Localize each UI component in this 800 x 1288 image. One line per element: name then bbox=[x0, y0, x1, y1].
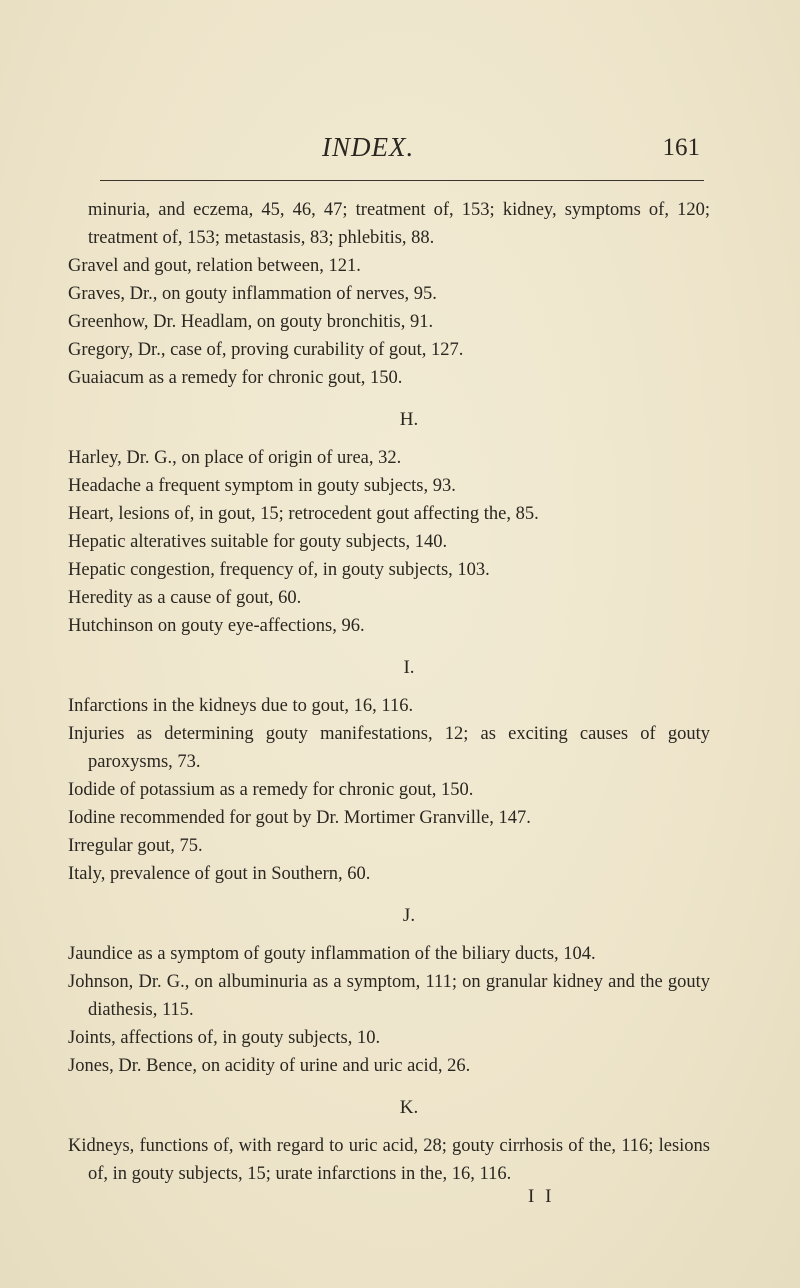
index-entry: Iodine recommended for gout by Dr. Mortimer Granville, 147. bbox=[68, 808, 531, 828]
index-entry: Guaiacum as a remedy for chronic gout, 150. bbox=[68, 368, 403, 388]
index-entry: Injuries as determining gouty manifestations, 12; as exciting causes of gouty paroxysms, 73. bbox=[68, 724, 710, 772]
page-header bbox=[280, 128, 720, 168]
index-entry: Hepatic alteratives suitable for gouty subjects, 140. bbox=[68, 532, 448, 552]
index-entry: Harley, Dr. G., on place of origin of urea, 32. bbox=[68, 448, 402, 468]
index-entry: Jones, Dr. Bence, on acidity of urine and uric acid, 26. bbox=[68, 1056, 471, 1076]
signature-mark: I I bbox=[528, 1186, 555, 1207]
index-entry: Hutchinson on gouty eye-affections, 96. bbox=[68, 616, 365, 636]
index-entry: Kidneys, functions of, with regard to uric acid, 28; gouty cirrhosis of the, 116; lesions of, in gouty subjects, 15; urate infarctions in the, 16, 116. bbox=[68, 1136, 710, 1184]
index-entry: Italy, prevalence of gout in Southern, 60. bbox=[68, 864, 371, 884]
index-entry: Graves, Dr., on gouty inflammation of nerves, 95. bbox=[68, 284, 437, 304]
page-number: 161 bbox=[662, 134, 700, 161]
section-heading-h: H. bbox=[399, 409, 419, 430]
index-entry: Iodide of potassium as a remedy for chronic gout, 150. bbox=[68, 780, 474, 800]
section-heading-i: I. bbox=[403, 657, 415, 678]
index-entry: Gregory, Dr., case of, proving curability of gout, 127. bbox=[68, 340, 464, 360]
index-entry: Joints, affections of, in gouty subjects, 10. bbox=[68, 1028, 381, 1048]
index-entry: Heredity as a cause of gout, 60. bbox=[68, 588, 302, 608]
index-entry: Irregular gout, 75. bbox=[68, 836, 203, 856]
section-heading-j: J. bbox=[402, 905, 416, 926]
index-entry: Infarctions in the kidneys due to gout, 16, 116. bbox=[68, 696, 414, 716]
running-title: INDEX. bbox=[322, 132, 415, 162]
index-entry: Jaundice as a symptom of gouty inflammation of the biliary ducts, 104. bbox=[68, 944, 596, 964]
header-rule bbox=[100, 180, 704, 181]
index-body bbox=[68, 196, 710, 1188]
index-entry: Headache a frequent symptom in gouty subjects, 93. bbox=[68, 476, 456, 496]
continued-entry: minuria, and eczema, 45, 46, 47; treatment of, 153; kidney, symptoms of, 120; treatment of, 153; metastasis, 83; phlebitis, 88. bbox=[88, 200, 710, 248]
section-heading-k: K. bbox=[399, 1097, 419, 1118]
index-entry: Heart, lesions of, in gout, 15; retrocedent gout affecting the, 85. bbox=[68, 504, 539, 524]
index-entry: Gravel and gout, relation between, 121. bbox=[68, 256, 361, 276]
index-entry: Greenhow, Dr. Headlam, on gouty bronchitis, 91. bbox=[68, 312, 434, 332]
index-entry: Hepatic congestion, frequency of, in gouty subjects, 103. bbox=[68, 560, 490, 580]
index-entry: Johnson, Dr. G., on albuminuria as a symptom, 111; on granular kidney and the gouty diathesis, 115. bbox=[68, 972, 710, 1020]
